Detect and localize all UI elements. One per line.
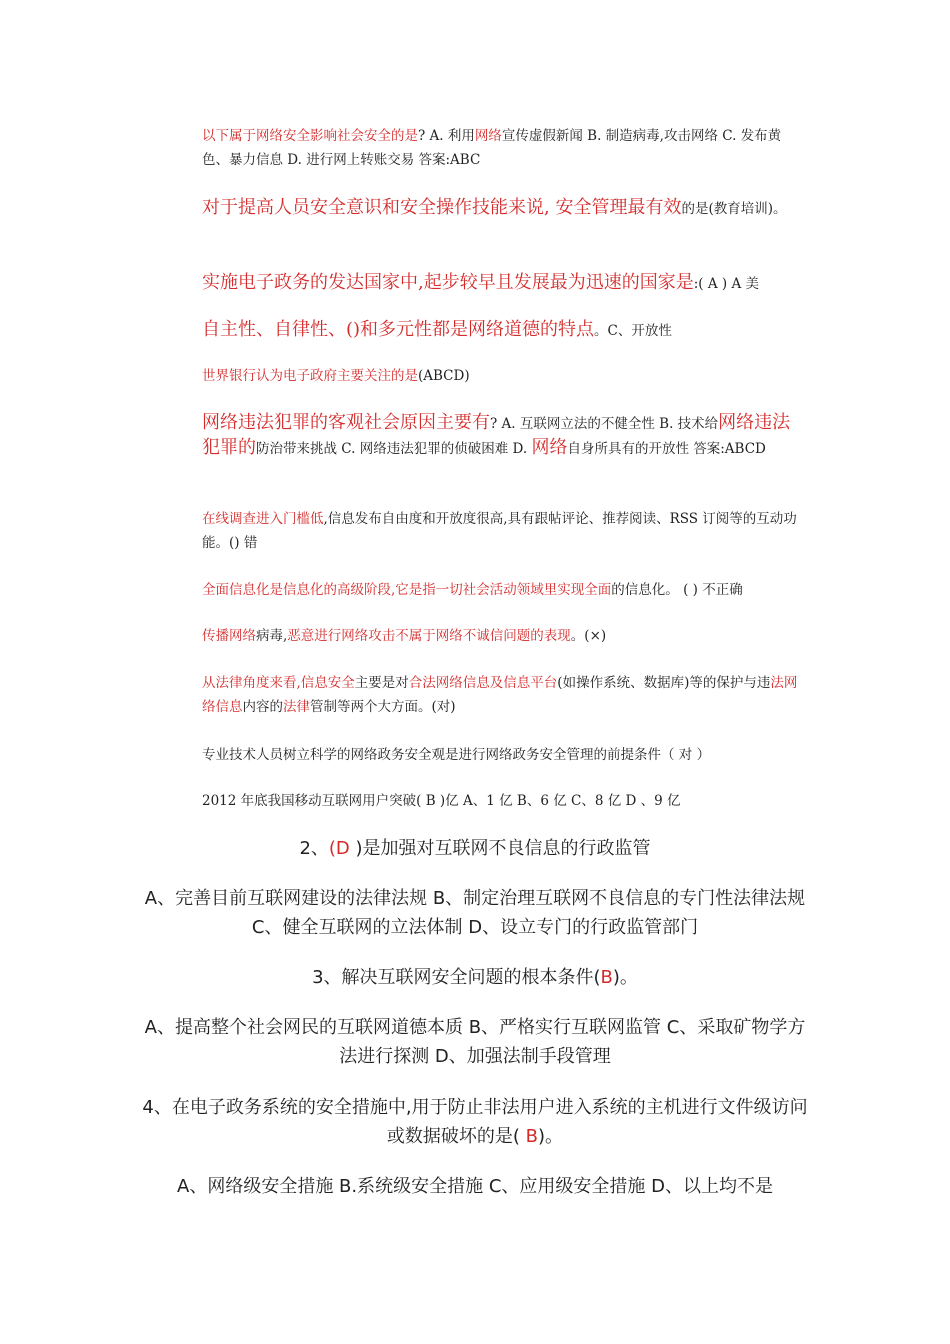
- question-7-stem: 在线调查进入门槛低: [202, 511, 324, 527]
- question-13-options-text: A、完善目前互联网建设的法律法规 B、制定治理互联网不良信息的专门性法律法规 C、健全互联网的立法体制 D、设立专门的行政监管部门: [144, 888, 806, 938]
- question-12-text: 2012 年底我国移动互联网用户突破( B )亿 A、1 亿 B、6 亿 C、8 亿 D 、9 亿: [202, 793, 681, 809]
- question-4: [202, 318, 808, 343]
- question-14-end: )。: [612, 967, 638, 988]
- question-10-answer: 管制等两个大方面。(对): [310, 699, 456, 715]
- question-1-keyword: 网络: [474, 128, 502, 144]
- question-13-options: [140, 884, 810, 942]
- question-9-answer: 。(×): [570, 628, 607, 644]
- question-3-answer: :( A ) A 美: [693, 276, 759, 292]
- question-15-answer: B: [519, 1126, 539, 1147]
- question-14-answer: B: [600, 967, 613, 988]
- question-8-stem: 全面信息化是信息化的高级阶段,它是指一切社会活动领域里实现全面: [202, 582, 612, 598]
- question-2: [202, 196, 808, 221]
- question-8-answer: 的信息化。 ( ) 不正确: [611, 582, 743, 598]
- question-6-options: 自身所具有的开放性 答案:ABCD: [567, 441, 766, 457]
- question-5: [202, 364, 808, 388]
- question-10-text-2: (如操作系统、数据库)等的保护与违: [557, 675, 771, 691]
- question-6-keyword-2: 网络: [531, 437, 568, 458]
- question-1: [202, 124, 808, 172]
- question-9-text: 病毒,: [256, 628, 288, 644]
- question-5-answer: (ABCD): [418, 368, 470, 384]
- question-6: [202, 411, 808, 461]
- question-15-end: )。: [538, 1126, 564, 1147]
- question-15-stem: 4、在电子政务系统的安全措施中,用于防止非法用户进入系统的主机进行文件级访问或数据破坏的是(: [142, 1097, 808, 1147]
- question-10-keyword-1: 合法网络信息及信息平台: [408, 675, 558, 691]
- question-6-text-2: 防治带来挑战 C. 网络违法犯罪的侦破困难 D.: [256, 441, 532, 457]
- question-9-stem-2: 恶意进行网络攻击不属于网络不诚信问题的表现: [287, 628, 571, 644]
- question-2-stem: 对于提高人员安全意识和安全操作技能来说, 安全管理最有效: [202, 197, 682, 218]
- question-10-keyword-3: 法律: [283, 699, 310, 715]
- question-1-text: ? A. 利用: [418, 128, 475, 144]
- question-6-keyword-1: 网络违法犯罪的: [202, 412, 791, 458]
- question-6-text: ? A. 互联网立法的不健全性 B. 技术给: [490, 416, 719, 432]
- question-6-stem: 网络违法犯罪的客观社会原因主要有: [202, 412, 490, 433]
- question-13-number: 2、: [299, 838, 329, 859]
- question-11: [202, 743, 808, 767]
- question-10-keyword-2: 法网络信息: [202, 675, 798, 715]
- question-4-answer: 。C、开放性: [594, 323, 672, 339]
- question-3-stem: 实施电子政务的发达国家中,起步较早且发展最为迅速的国家是: [202, 272, 694, 293]
- question-2-answer: 的是(教育培训)。: [681, 201, 787, 217]
- question-8: [202, 578, 808, 602]
- question-10-stem: 从法律角度来看,信息安全: [202, 675, 355, 691]
- question-11-text: 专业技术人员树立科学的网络政务安全观是进行网络政务安全管理的前提条件（ 对 ）: [202, 747, 711, 763]
- question-10-text: 主要是对: [354, 675, 409, 691]
- question-1-options: 宣传虚假新闻 B. 制造病毒,攻击网络 C. 发布黄色、暴力信息 D. 进行网上转账交易 答案:ABC: [202, 128, 782, 168]
- question-15-options-text: A、网络级安全措施 B.系统级安全措施 C、应用级安全措施 D、以上均不是: [177, 1176, 773, 1197]
- question-1-stem: 以下属于网络安全影响社会安全的是: [202, 128, 418, 144]
- question-13-stem: )是加强对互联网不良信息的行政监管: [355, 838, 651, 859]
- question-14-options-text: A、提高整个社会网民的互联网道德本质 B、严格实行互联网监管 C、采取矿物学方法进行探测 D、加强法制手段管理: [144, 1017, 806, 1067]
- question-15-options: [140, 1172, 810, 1201]
- question-12: [202, 789, 808, 813]
- question-13-answer: (D: [328, 838, 356, 859]
- question-14: [140, 963, 810, 992]
- question-14-options: [140, 1013, 810, 1071]
- question-14-stem: 3、解决互联网安全问题的根本条件(: [312, 967, 601, 988]
- question-4-stem: 自主性、自律性、()和多元性都是网络道德的特点: [202, 319, 595, 340]
- question-10-text-3: 内容的: [242, 699, 283, 715]
- question-7-text: ,信息发布自由度和开放度很高,具有跟帖评论、推荐阅读、RSS 订阅等的互动功能。() 错: [202, 511, 797, 551]
- question-15: [140, 1093, 810, 1151]
- question-9-stem: 传播网络: [202, 628, 256, 644]
- question-3: [202, 271, 808, 296]
- question-9: [202, 624, 808, 648]
- question-13: [140, 834, 810, 863]
- question-5-stem: 世界银行认为电子政府主要关注的是: [202, 368, 418, 384]
- question-7: [202, 507, 808, 555]
- question-10: [202, 671, 808, 719]
